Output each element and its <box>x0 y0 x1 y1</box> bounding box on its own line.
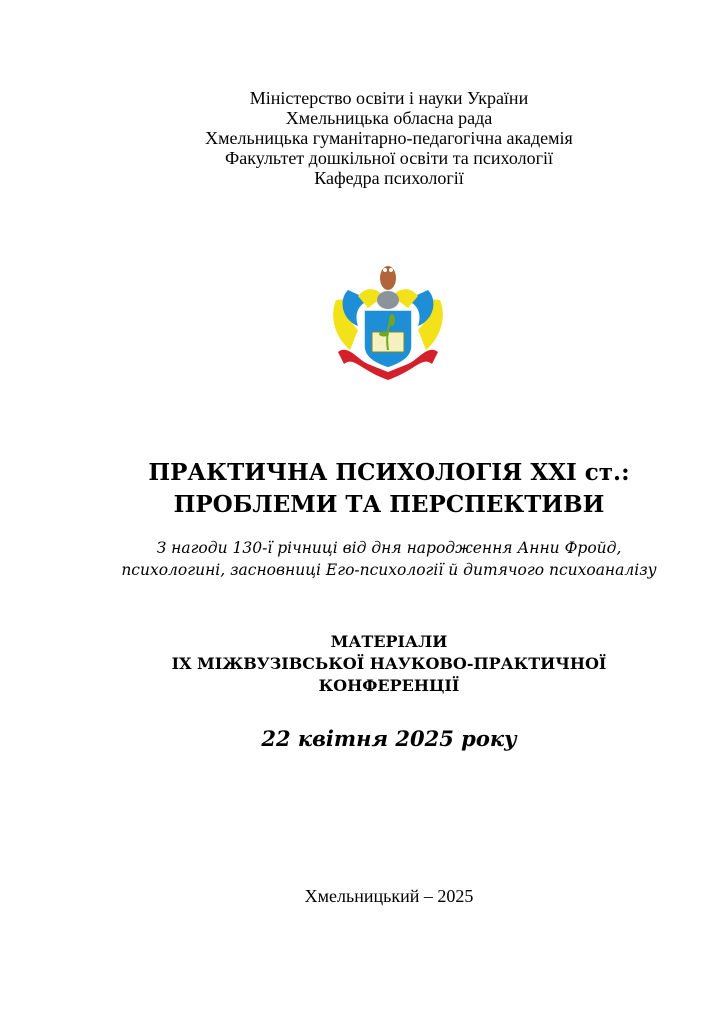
materials-line-2: IX МІЖВУЗІВСЬКОЇ НАУКОВО-ПРАКТИЧНОЇ <box>171 654 607 673</box>
city-year: Хмельницький – 2025 <box>304 886 474 906</box>
department-line: Кафедра психології <box>314 168 464 188</box>
academy-emblem-logo <box>328 260 448 382</box>
materials-line-1: МАТЕРІАЛИ <box>330 632 448 651</box>
ministry-line: Міністерство освіти і науки України <box>249 88 529 108</box>
academy-line: Хмельницька гуманітарно-педагогічна академія <box>205 128 573 148</box>
conference-title-line-2: ПРОБЛЕМИ ТА ПЕРСПЕКТИВИ <box>173 491 605 518</box>
dedication-line-2: психологині, засновниці Его-психології й дитячого психоаналізу <box>121 561 657 579</box>
dedication-line-1: З нагоди 130-ї річниці від дня народження Анни Фройд, <box>156 539 622 557</box>
council-line: Хмельницька обласна рада <box>285 108 493 128</box>
materials-line-3: КОНФЕРЕНЦІЇ <box>318 676 460 695</box>
faculty-line: Факультет дошкільної освіти та психології <box>225 148 553 168</box>
conference-title-line-1: ПРАКТИЧНА ПСИХОЛОГІЯ XXI ст.: <box>148 459 630 486</box>
conference-date: 22 квітня 2025 року <box>261 726 517 751</box>
